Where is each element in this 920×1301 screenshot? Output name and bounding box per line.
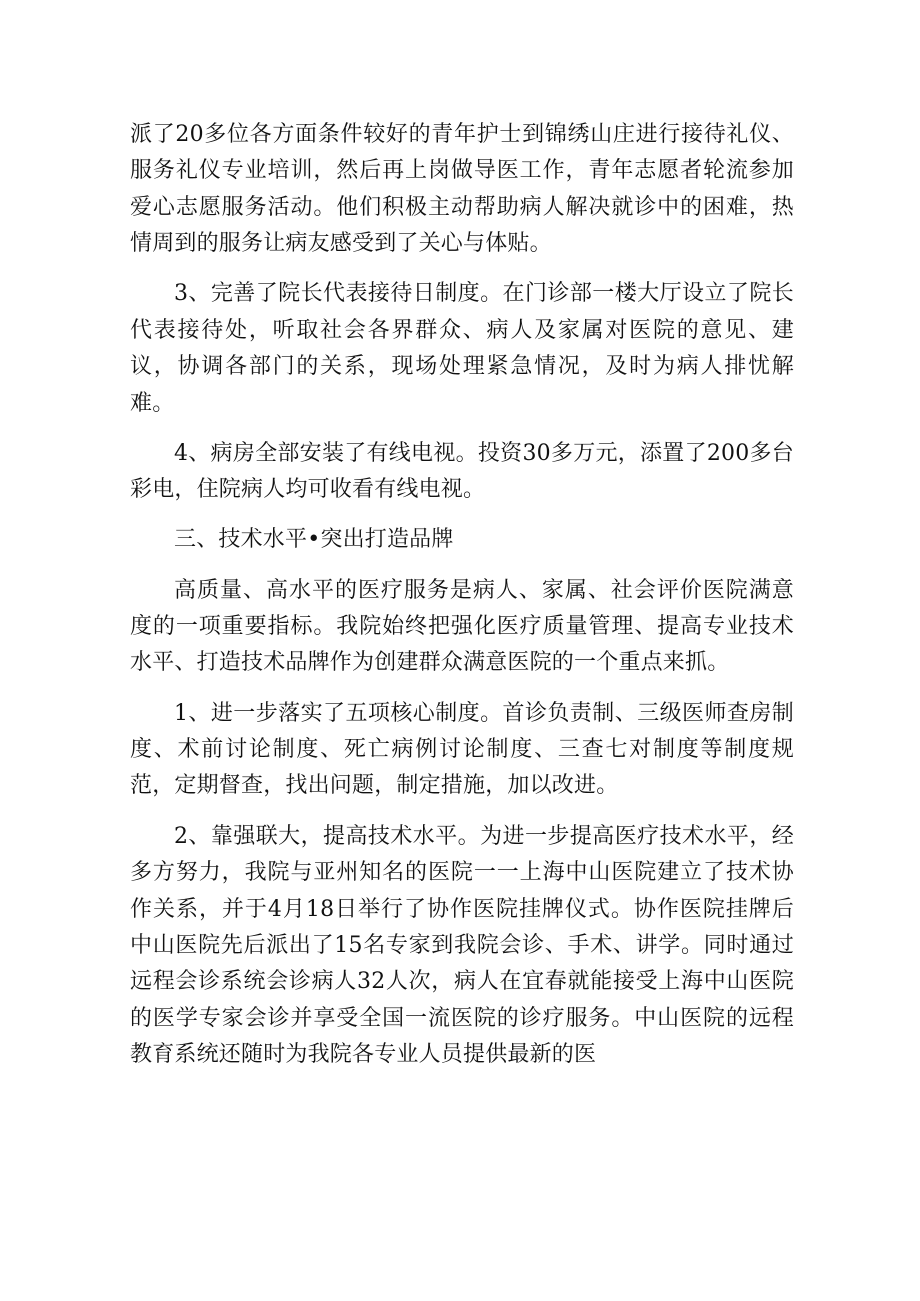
- section-heading: 三、技术水平•突出打造品牌: [174, 527, 454, 553]
- paragraph-reception-day: 3、完善了院长代表接待日制度。在门诊部一楼大厅设立了院长代表接待处，听取社会各界群众、病人及家属对医院的意见、建议，协调各部门的关系，现场处理紧急情况，及时为病人排忧解难。: [130, 281, 794, 416]
- document-page: [130, 117, 794, 1087]
- paragraph-quality-intro: 高质量、高水平的医疗服务是病人、家属、社会评价医院满意度的一项重要指标。我院始终把强化医疗质量管理、提高专业技术水平、打造技术品牌作为创建群众满意医院的一个重点来抓。: [130, 577, 794, 676]
- paragraph-continuation: 派了20多位各方面条件较好的青年护士到锦绣山庄进行接待礼仪、服务礼仪专业培训，然后再上岗做导医工作，青年志愿者轮流参加爱心志愿服务活动。他们积极主动帮助病人解决就诊中的困难，热情周到的服务让病友感受到了关心与体贴。: [130, 122, 794, 257]
- paragraph-cooperation: 2、靠强联大，提高技术水平。为进一步提高医疗技术水平，经多方努力，我院与亚州知名的医院一一上海中山医院建立了技术协作关系，并于4月18日举行了协作医院挂牌仪式。协作医院挂牌后中山医院先后派出了15名专家到我院会诊、手术、讲学。同时通过远程会诊系统会诊病人32人次，病人在宜春就能接受上海中山医院的医学专家会诊并享受全国一流医院的诊疗服务。中山医院的远程教育系统还随时为我院各专业人员提供最新的医: [130, 823, 794, 1068]
- paragraph-core-systems: 1、进一步落实了五项核心制度。首诊负责制、三级医师查房制度、术前讨论制度、死亡病例讨论制度、三查七对制度等制度规范，定期督查，找出问题，制定措施，加以改进。: [130, 700, 794, 799]
- paragraph-cable-tv: 4、病房全部安装了有线电视。投资30多万元，添置了200多台彩电，住院病人均可收看有线电视。: [130, 440, 794, 503]
